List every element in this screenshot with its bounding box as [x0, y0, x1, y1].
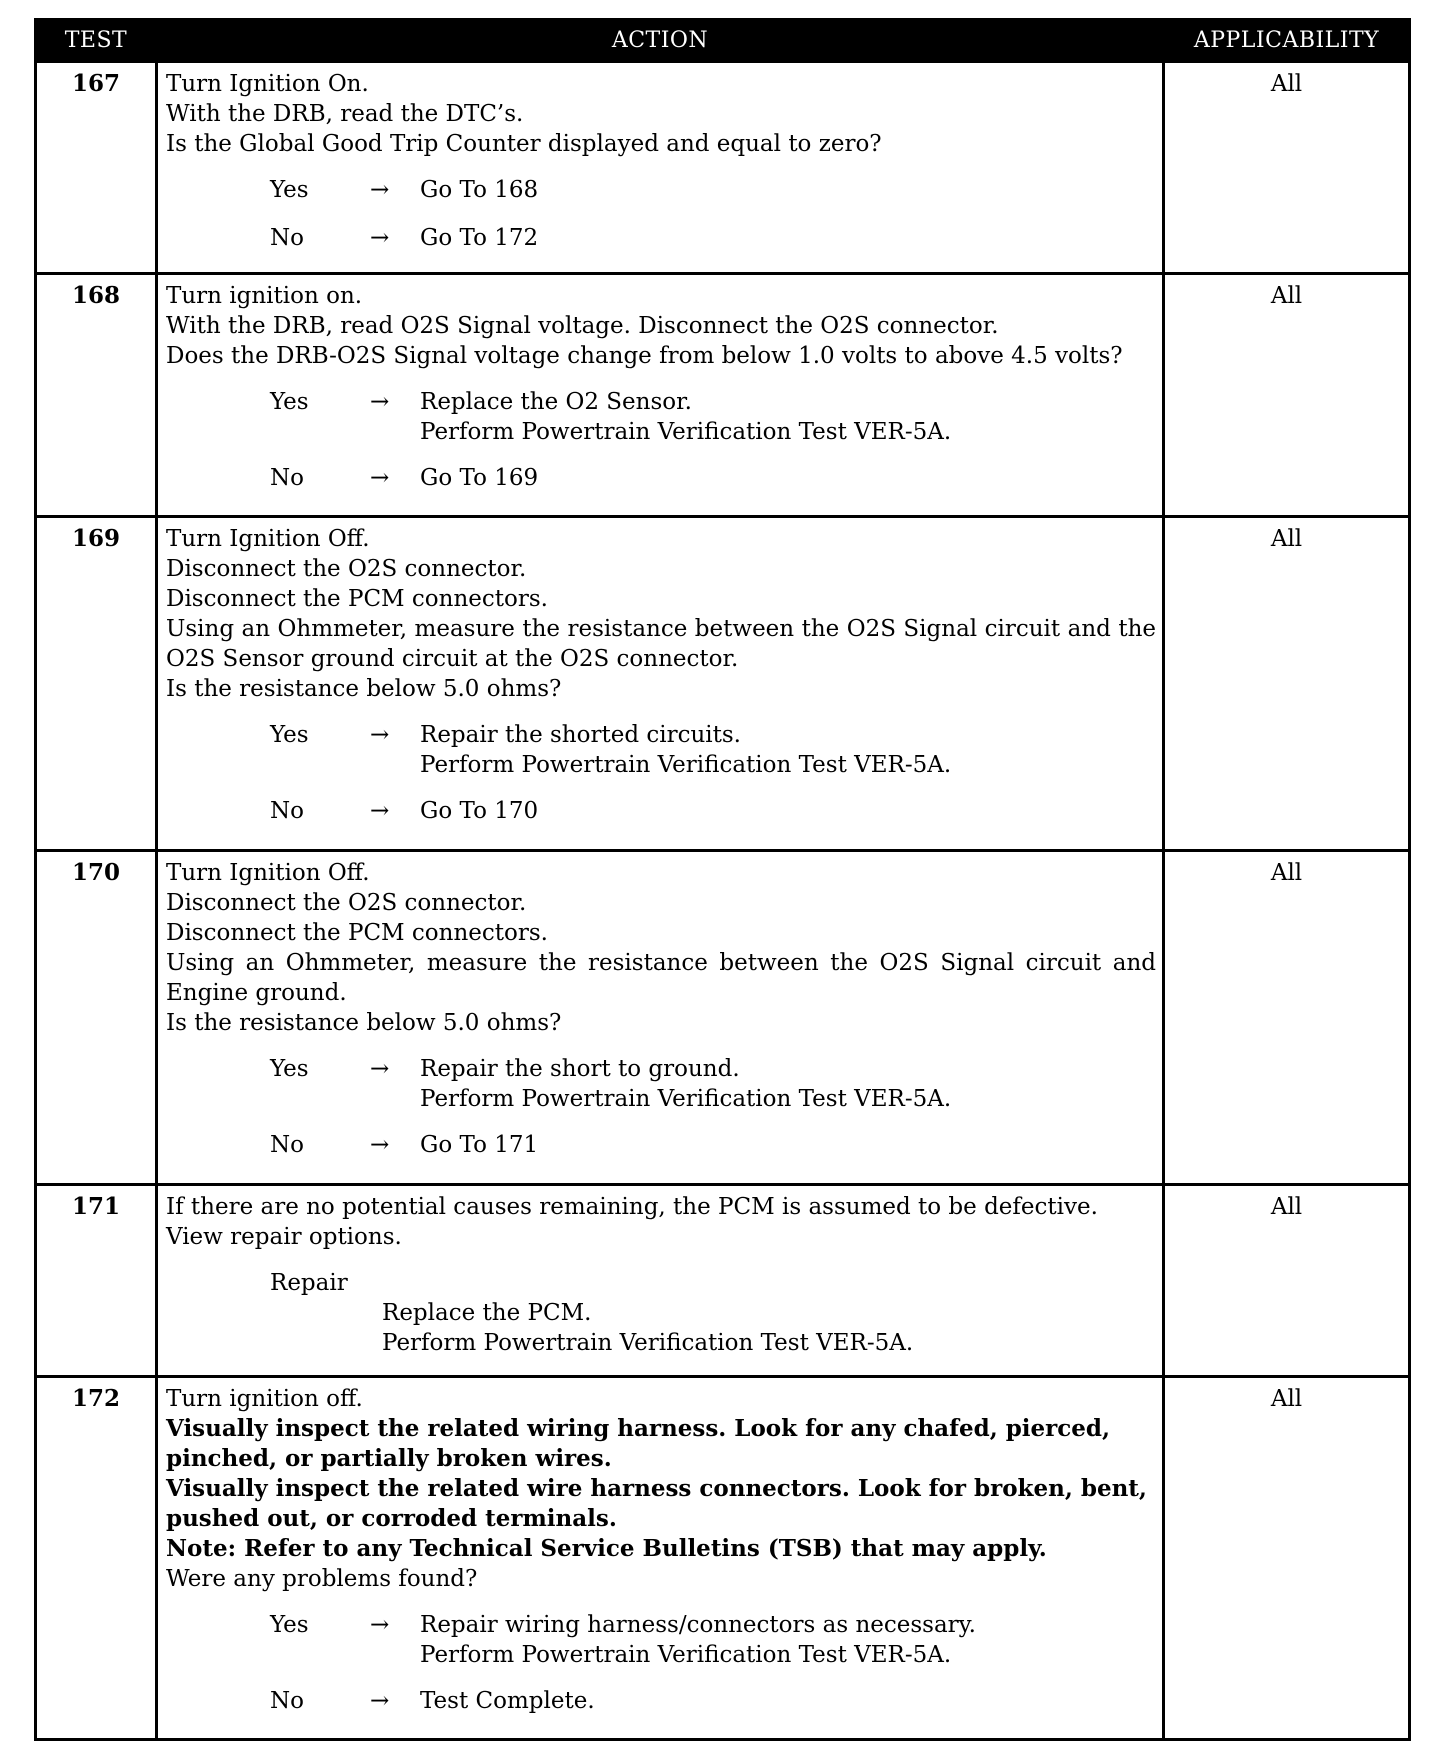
action-cell	[157, 517, 1164, 851]
no-text: Go To 171	[420, 1132, 539, 1158]
test-number: 168	[36, 274, 157, 517]
action-line: Turn ignition off.	[166, 1386, 363, 1412]
no-response	[166, 463, 1156, 493]
arrow-icon: →	[370, 225, 390, 251]
header-action: ACTION	[157, 20, 1164, 62]
test-number: 169	[36, 517, 157, 851]
test-number: 172	[36, 1377, 157, 1740]
action-cell	[157, 1377, 1164, 1740]
action-line: Turn Ignition On.	[166, 71, 369, 97]
applicability-cell: All	[1164, 1185, 1410, 1377]
yes-response	[166, 387, 1156, 417]
action-line: Turn Ignition Off.	[166, 526, 370, 552]
yes-label: Yes	[270, 177, 309, 203]
action-cell	[157, 851, 1164, 1185]
arrow-icon: →	[370, 389, 390, 415]
action-line: Using an Ohmmeter, measure the resistance between the O2S Signal circuit and Engine ground.	[166, 950, 1156, 1006]
action-line: Is the resistance below 5.0 ohms?	[166, 676, 562, 702]
yes-response	[166, 720, 1156, 750]
no-response	[166, 796, 1156, 826]
action-line: Does the DRB-O2S Signal voltage change from below 1.0 volts to above 4.5 volts?	[166, 343, 1123, 369]
arrow-icon: →	[370, 465, 390, 491]
no-label: No	[270, 798, 304, 824]
repair-label: Repair	[270, 1270, 348, 1296]
yes-text: Repair the short to ground.	[420, 1056, 740, 1082]
table-header-row	[36, 20, 1410, 62]
action-line: Disconnect the O2S connector.	[166, 890, 527, 916]
yes-text: Replace the O2 Sensor.	[420, 389, 692, 415]
no-text: Go To 172	[420, 225, 539, 251]
yes-extra-text: Perform Powertrain Verification Test VER-5A.	[420, 1642, 952, 1668]
yes-text: Repair wiring harness/connectors as necessary.	[420, 1612, 976, 1638]
test-number: 171	[36, 1185, 157, 1377]
action-line: Disconnect the PCM connectors.	[166, 920, 548, 946]
header-test: TEST	[36, 20, 157, 62]
table-row	[36, 1377, 1410, 1740]
table-row	[36, 517, 1410, 851]
yes-response	[166, 1054, 1156, 1084]
no-label: No	[270, 465, 304, 491]
no-text: Go To 170	[420, 798, 539, 824]
yes-extra-text: Perform Powertrain Verification Test VER-5A.	[420, 1086, 952, 1112]
yes-label: Yes	[270, 1056, 309, 1082]
action-line: Visually inspect the related wire harness connectors. Look for broken, bent, pushed out, or corroded terminals.	[166, 1475, 1147, 1532]
applicability-cell: All	[1164, 274, 1410, 517]
no-label: No	[270, 225, 304, 251]
action-line: Is the Global Good Trip Counter displayed and equal to zero?	[166, 131, 882, 157]
yes-response	[166, 1610, 1156, 1640]
arrow-icon: →	[370, 1056, 390, 1082]
yes-label: Yes	[270, 1612, 309, 1638]
yes-label: Yes	[270, 389, 309, 415]
action-line: View repair options.	[166, 1224, 402, 1250]
repair-text: Replace the PCM.	[382, 1300, 592, 1326]
arrow-icon: →	[370, 1612, 390, 1638]
yes-response	[166, 175, 1156, 205]
yes-text: Repair the shorted circuits.	[420, 722, 741, 748]
action-line: Turn Ignition Off.	[166, 860, 370, 886]
arrow-icon: →	[370, 798, 390, 824]
arrow-icon: →	[370, 177, 390, 203]
test-number: 167	[36, 62, 157, 274]
action-line: With the DRB, read O2S Signal voltage. Disconnect the O2S connector.	[166, 313, 999, 339]
action-cell	[157, 274, 1164, 517]
action-line: Disconnect the PCM connectors.	[166, 586, 548, 612]
no-response	[166, 1130, 1156, 1160]
action-line: Disconnect the O2S connector.	[166, 556, 527, 582]
no-text: Go To 169	[420, 465, 539, 491]
repair-text: Perform Powertrain Verification Test VER-5A.	[382, 1330, 914, 1356]
yes-extra-text: Perform Powertrain Verification Test VER-5A.	[420, 419, 952, 445]
table-row	[36, 851, 1410, 1185]
arrow-icon: →	[370, 1132, 390, 1158]
header-applicability: APPLICABILITY	[1164, 20, 1410, 62]
test-number: 170	[36, 851, 157, 1185]
action-line: Using an Ohmmeter, measure the resistance between the O2S Signal circuit and the O2S Sensor ground circuit at the O2S connector.	[166, 616, 1156, 672]
action-line: Were any problems found?	[166, 1566, 478, 1592]
action-line: Is the resistance below 5.0 ohms?	[166, 1010, 562, 1036]
arrow-icon: →	[370, 1688, 390, 1714]
arrow-icon: →	[370, 722, 390, 748]
applicability-cell: All	[1164, 62, 1410, 274]
diagnostic-test-page	[34, 18, 1408, 1741]
table-row	[36, 62, 1410, 274]
no-label: No	[270, 1688, 304, 1714]
table-row	[36, 1185, 1410, 1377]
applicability-cell: All	[1164, 851, 1410, 1185]
action-line: Turn ignition on.	[166, 283, 363, 309]
no-label: No	[270, 1132, 304, 1158]
no-response	[166, 1686, 1156, 1716]
applicability-cell: All	[1164, 1377, 1410, 1740]
applicability-cell: All	[1164, 517, 1410, 851]
table-row	[36, 274, 1410, 517]
action-line: Note: Refer to any Technical Service Bulletins (TSB) that may apply.	[166, 1535, 1047, 1562]
action-cell	[157, 62, 1164, 274]
action-line: Visually inspect the related wiring harness. Look for any chafed, pierced, pinched, or partially broken wires.	[166, 1415, 1110, 1472]
no-response	[166, 223, 1156, 253]
no-text: Test Complete.	[420, 1688, 595, 1714]
action-cell	[157, 1185, 1164, 1377]
yes-label: Yes	[270, 722, 309, 748]
diagnostic-test-table	[34, 18, 1411, 1741]
yes-text: Go To 168	[420, 177, 539, 203]
action-line: With the DRB, read the DTC’s.	[166, 101, 524, 127]
action-line: If there are no potential causes remaining, the PCM is assumed to be defective.	[166, 1194, 1098, 1220]
yes-extra-text: Perform Powertrain Verification Test VER-5A.	[420, 752, 952, 778]
